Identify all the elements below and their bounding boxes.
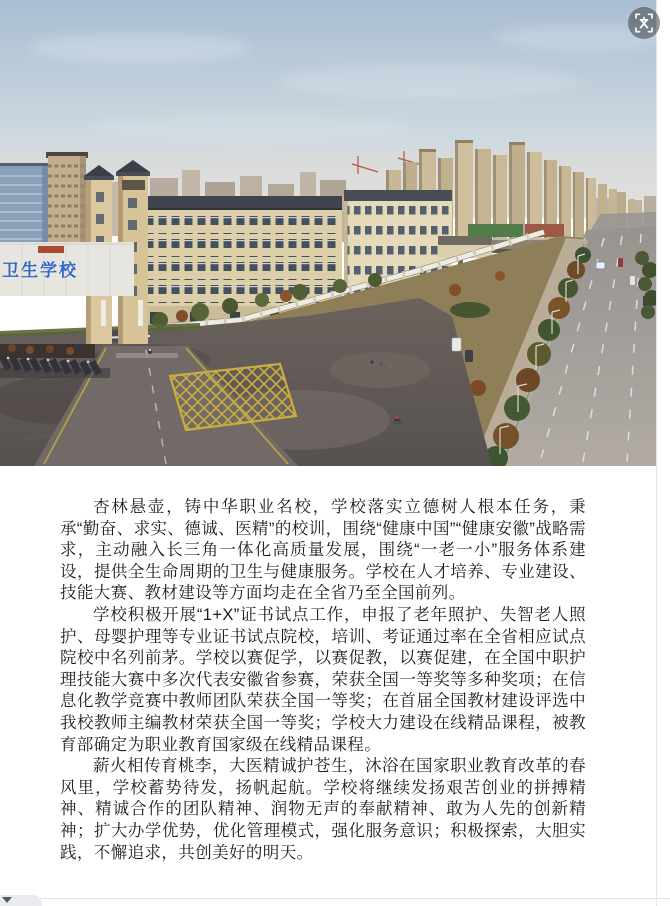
paragraph: 薪火相传育桃李，大医精诚护苍生，沐浴在国家职业教育改革的春风里，学校蓄势待发，扬帆起航。学校将继续发扬艰苦创业的拼搏精神、精诚合作的团队精神、润物无声的奉献精神、敢为人先的创新精神；扩大办学优势，优化管理模式，强化服务意识；积极探索，大胆实践，不懈追求，共创美好的明天。 xyxy=(60,757,586,862)
campus-sign-wall xyxy=(0,242,134,296)
scan-text-icon xyxy=(634,13,654,33)
paragraph: 学校积极开展“1+X”证书试点工作，申报了老年照护、失智老人照护、母婴护理等专业证书试点院校，培训、考证通过率在全省相应试点院校中名列前茅。学校以赛促学，以赛促教，以赛促建，在全国中职护理技能大赛中多次代表安徽省参赛，荣获全国一等奖等多种奖项；在信息化教学竞赛中教师团队荣获全国一等奖；在首届全国教材建设评选中我校教师主编教材荣获全国一等奖；学校大力建设在线精品课程，被教育部确定为职业教育国家级在线精品课程。 xyxy=(60,605,586,754)
paragraph: 杏林悬壶，铸中华职业名校，学校落实立德树人根本任务，秉承“勤奋、求实、德诚、医精”的校训，围绕“健康中国”“健康安徽”战略需求，主动融入长三角一体化高质量发展，围绕“一老一小”服务体系建设，提供全生命周期的卫生与健康服务。学校在人才培养、专业建设、技能大赛、教材建设等方面均走在全省乃至全国前列。 xyxy=(60,498,586,603)
campus-sign-text: 卫生学校 xyxy=(2,261,78,280)
left-buildings xyxy=(0,152,88,256)
article-text xyxy=(60,497,586,864)
ocr-text-recognition-button[interactable] xyxy=(628,7,660,39)
page-right-gutter xyxy=(656,0,670,906)
bottom-corner-tab[interactable] xyxy=(0,895,42,906)
triangle-down-icon xyxy=(2,897,12,903)
bottom-divider xyxy=(0,898,670,899)
